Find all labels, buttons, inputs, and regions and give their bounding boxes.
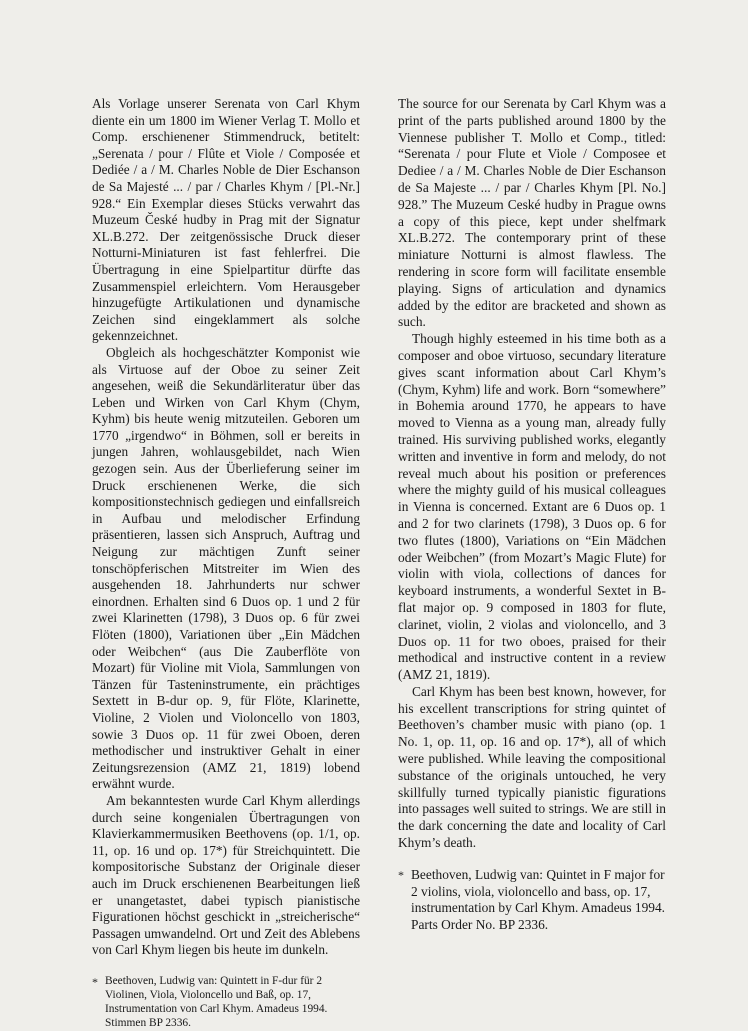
paragraph: Carl Khym has been best known, however, for his excellent transcriptions for string quintet of Beethoven’s chamber music with piano (op. 1 No. 1, op. 11, op. 16 and op. 17*), all of which were published. While leaving the compositional substance of the originals untouched, he very skillfully turned typically pianistic figurations into passages well suited to strings. We are still in the dark concerning the date and locality of Carl Khym’s death. — [398, 683, 666, 851]
two-column-layout — [92, 96, 696, 1031]
paragraph: Als Vorlage unserer Serenata von Carl Khym diente ein um 1800 im Wiener Verlag T. Mollo et Comp. erschienener Stimmendruck, betitelt: „Serenata / pour / Flûte et Viole / Composée et Dediée / a / M. Charles Noble de Dier Eschanson de Sa Majesté ... / par / Charles Khym / [Pl.-Nr.] 928.“ Ein Exemplar dieses Stücks verwahrt das Muzeum České hudby in Prag mit der Signatur XL.B.272. Der zeitgenössische Druck dieser Notturni-Miniaturen ist fast fehlerfrei. Die Übertragung in eine Spielpartitur dürfte das Zusammenspiel erleichtern. Vom Herausgeber hinzugefügte Artikulationen und dynamische Zeichen sind eingeklammert als solche gekennzeichnet. — [92, 96, 360, 344]
footnote-marker: * — [398, 867, 404, 882]
left-text-column — [92, 96, 360, 1031]
footnote-right — [398, 867, 666, 934]
footnote-left — [92, 974, 360, 1031]
footnote-marker: * — [92, 974, 98, 989]
paragraph: Am bekanntesten wurde Carl Khym allerdings durch seine kongenialen Übertragungen von Klavierkammermusiken Beethovens (op. 1/1, op. 11, op. 16 und op. 17*) für Streichquintett. Die kompositorische Substanz der Originale dieser auch im Druck erschienenen Bearbeitungen ließ er unangetastet, dabei typisch pianistische Figurationen höchst geschickt in „streicherische“ Passagen umwandelnd. Ort und Zeit des Ablebens von Carl Khym liegen bis heute im dunkeln. — [92, 792, 360, 958]
paragraph: The source for our Serenata by Carl Khym was a print of the parts published around 1800 by the Viennese publisher T. Mollo et Comp., titled: “Serenata / pour Flute et Viole / Composee et Dediee / a / M. Charles Noble de Dier Eschanson de Sa Majeste ... / par / Charles Khym [Pl. No.] 928.” The Muzeum Ceské hudby in Prague owns a copy of this piece, kept under shelfmark XL.B.272. The contemporary print of these miniature Notturni is almost flawless. The rendering in score form will facilitate ensemble playing. Signs of articulation and dynamics added by the editor are bracketed and shown as such. — [398, 96, 666, 330]
footnote-text: Beethoven, Ludwig van: Quintett in F-dur für 2 Violinen, Viola, Violoncello und Baß, op. 17, Instrumentation von Carl Khym. Amadeus 1994. Stimmen BP 2336. — [105, 974, 328, 1030]
right-text-column — [398, 96, 666, 934]
paragraph: Obgleich als hochgeschätzter Komponist wie als Virtuose auf der Oboe zu seiner Zeit angesehen, weiß die Sekundärliteratur über das Leben und Wirken von Carl Khym (Chym, Kyhm) bis heute wenig mitzuteilen. Geboren um 1770 „irgendwo“ in Böhmen, soll er bereits in jungen Jahren, wohlausgebildet, nach Wien gezogen sein. Aus der Überlieferung seiner im Druck erschienenen Werke, die sich kompositionstechnisch gediegen und einfallsreich in Aufbau und melodischer Erfindung präsentieren, lassen sich Anspruch, Auftrag und Neigung zur mächtigen Zunft seiner tonschöpferischen Mitstreiter im Wien des ausgehenden 18. Jahrhunderts nur schwer einordnen. Erhalten sind 6 Duos op. 1 und 2 für zwei Klarinetten (1798), 3 Duos op. 6 für zwei Flöten (1800), Variationen über „Ein Mädchen oder Weibchen“ (aus Die Zauberflöte von Mozart) für Violine mit Viola, Sammlungen von Tänzen für Tasteninstrumente, ein prächtiges Sextett in B-dur op. 9, für Flöte, Klarinette, Violine, 2 Violen und Violoncello von 1803, sowie 3 Duos op. 11 für zwei Oboen, deren methodischer und instruktiver Gehalt in einer Zeitungsrezension (AMZ 21, 1819) lobend erwähnt wurde. — [92, 344, 360, 792]
footnote-text: Beethoven, Ludwig van: Quintet in F major for 2 violins, viola, violoncello and bass, op. 17, instrumentation by Carl Khym. Amadeus 1994. Parts Order No. BP 2336. — [411, 866, 666, 933]
paragraph: Though highly esteemed in his time both as a composer and oboe virtuoso, secundary literature gives scant information about Carl Khym’s (Chym, Kyhm) life and work. Born “somewhere” in Bohemia around 1770, he appears to have moved to Vienna as a young man, already fully trained. His surviving published works, elegantly written and inventive in form and melody, do not reveal much about his position or preferences where the mighty guild of his musical colleagues in Vienna is concerned. Extant are 6 Duos op. 1 and 2 for two clarinets (1798), 3 Duos op. 6 for two flutes (1800), Variations on “Ein Mädchen oder Weibchen” (from Mozart’s Magic Flute) for violin with viola, collections of dances for keyboard instruments, a wonderful Sextet in B-flat major op. 9 composed in 1803 for flute, clarinet, violin, 2 violas and violoncello, and 3 Duos op. 11 for two oboes, praised for their methodical and instructive content in a review (AMZ 21, 1819). — [398, 331, 666, 683]
